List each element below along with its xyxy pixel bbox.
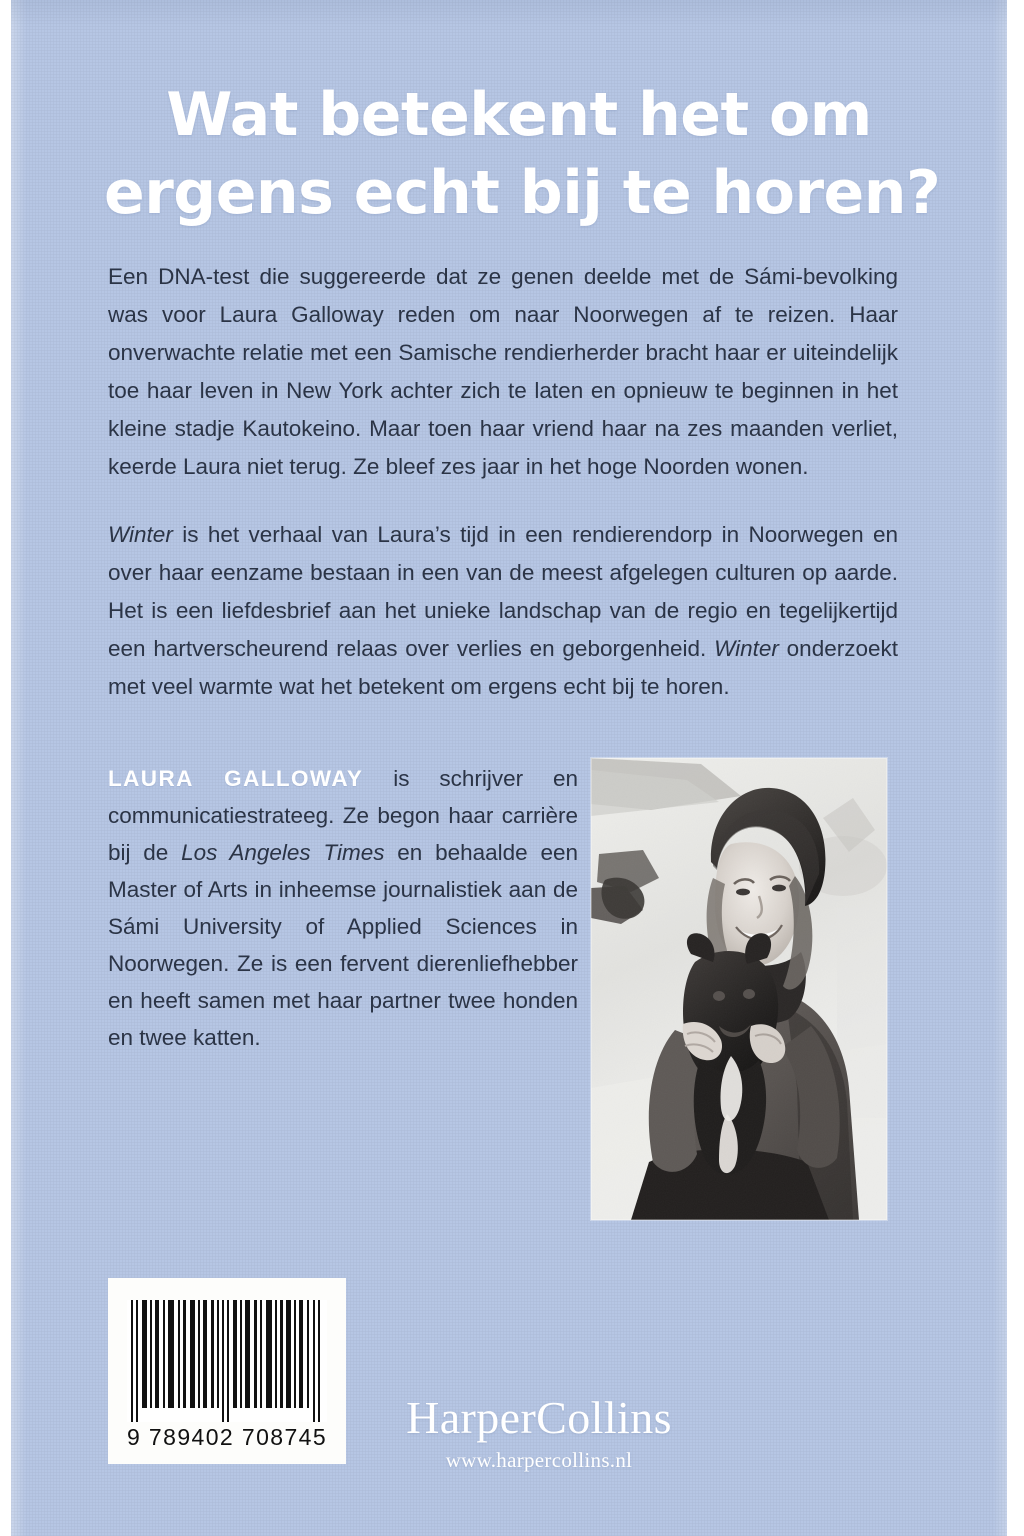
barcode-bars xyxy=(127,1300,327,1422)
publication-name: Los Angeles Times xyxy=(181,840,385,865)
author-bio xyxy=(108,760,578,1056)
page-title xyxy=(104,76,941,232)
blurb-paragraph-1: Een DNA-test die suggereerde dat ze genen deelde met de Sámi-bevolking was voor Laura Galloway reden om naar Noorwegen af te reizen. Haar onverwachte relatie met een Samische rendierherder bracht haar er uiteindelijk toe haar leven in New York achter zich te laten en opnieuw te beginnen in het kleine stadje Kautokeino. Maar toen haar vriend haar na zes maanden verliet, keerde Laura niet terug. Ze bleef zes jaar in het hoge Noorden wonen. xyxy=(108,264,898,479)
author-name: LAURA GALLOWAY xyxy=(108,766,364,791)
headline-line-1: Wat betekent het om xyxy=(166,80,872,150)
author-bio-part-1: is schrijver en communicatiestrateeg. Ze begon haar carrière bij de xyxy=(108,766,578,865)
author-bio-paragraph xyxy=(108,760,578,1056)
author-bio-part-2: en behaalde een Master of Arts in inheemse journalistiek aan de Sámi University of Applied Sciences in Noorwegen. Ze is een fervent dierenliefhebber en heeft samen met haar partner twee honden en twee katten. xyxy=(108,840,578,1050)
blurb-paragraph-2 xyxy=(108,516,898,706)
book-title-mention-1: Winter xyxy=(108,522,173,547)
blurb-text xyxy=(108,258,898,706)
publisher-logo xyxy=(374,1392,704,1474)
publisher-name: HarperCollins xyxy=(406,1392,672,1443)
book-title-mention-2: Winter xyxy=(714,636,779,661)
barcode-number: 9 789402 708745 xyxy=(126,1424,328,1450)
blurb-paragraph-2-part-2: onderzoekt met veel warmte wat het betekent om ergens echt bij te horen. xyxy=(108,636,898,699)
publisher-url[interactable]: www.harpercollins.nl xyxy=(445,1448,633,1472)
author-photo xyxy=(591,758,887,1220)
headline-line-2: ergens echt bij te horen? xyxy=(104,158,941,228)
barcode xyxy=(108,1278,346,1464)
blurb-paragraph-2-part-1: is het verhaal van Laura’s tijd in een rendierendorp in Noorwegen en over haar eenzame bestaan in een van de meest afgelegen culturen op aarde. Het is een liefdesbrief aan het unieke landschap van de regio en tegelijkertijd een hartverscheurend relaas over verlies en geborgenheid. xyxy=(108,522,898,661)
